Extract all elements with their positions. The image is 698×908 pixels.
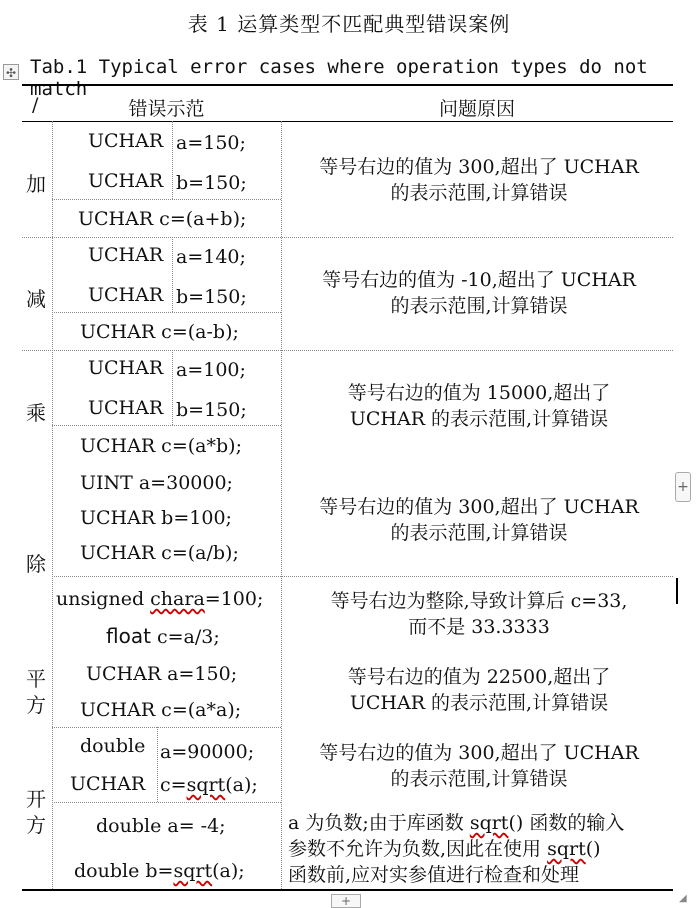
code-value: b=150; [176,286,247,308]
row-divider [52,802,281,803]
reason-line: UCHAR 的表示范围,计算错误 [349,692,609,714]
code-fragment: (a); [225,774,258,796]
header-cause: 问题原因 [438,98,515,120]
reason-line: 的表示范围,计算错误 [390,522,568,544]
code-fragment: c= [160,774,187,796]
code-line [106,624,220,648]
code-type: UCHAR [88,284,164,306]
reason-cell [283,154,675,206]
reason-cell [283,588,675,640]
row-divider [52,727,281,728]
header-wrong-example: 错误示范 [128,98,205,120]
code-fragment: c=a/3; [150,626,220,648]
table-top-rule [22,84,673,86]
reason-cell [283,494,675,546]
row-divider [52,312,281,313]
row-divider [22,237,673,238]
code-line: UINT a=30000; [80,472,233,494]
code-value: a=90000; [160,741,255,763]
column-divider [172,237,173,312]
code-fragment: unsigned [56,588,151,610]
spellcheck-underlined-text: sqrt [469,812,509,834]
code-value: a=100; [176,359,246,381]
code-type: UCHAR [88,170,164,192]
code-type: UCHAR [88,397,164,419]
add-row-plus-icon[interactable]: + [331,894,361,908]
row-divider [52,425,281,426]
text-cursor [676,578,678,604]
reason-cell [283,267,675,319]
reason-line: 等号右边的值为 15000,超出了 [347,382,611,404]
code-line: UCHAR b=100; [80,507,232,529]
op-label-sqrt: 开方 [26,787,46,837]
op-label-mul: 乘 [26,401,46,425]
code-type: UCHAR [70,773,146,795]
reason-line: 而不是 33.3333 [408,616,550,638]
reason-cell [283,664,675,716]
column-divider [52,121,53,889]
code-type: UCHAR [88,130,164,152]
code-line [74,860,245,882]
table-move-handle-icon[interactable]: ✣ [3,64,19,80]
code-value [160,774,258,796]
code-fragment: =100; [204,588,264,610]
code-value: b=150; [176,399,247,421]
reason-fragment: 参数不允许为负数,因此在使用 [288,838,548,860]
spellcheck-underlined-text: chara [150,588,205,610]
code-line: UCHAR c=(a/b); [80,542,239,564]
reason-fragment: () [585,838,601,860]
reason-line [288,810,673,836]
reason-line: 函数前,应对实参值进行检查和处理 [288,864,580,886]
code-type: UCHAR [88,357,164,379]
add-column-plus-icon[interactable]: + [675,472,691,502]
reason-line: 等号右边的值为 -10,超出了 UCHAR [322,269,636,291]
code-line: UCHAR c=(a*b); [80,435,242,457]
code-type: double [80,735,146,757]
row-divider [52,576,673,577]
spellcheck-underlined-text: sqrt [173,860,213,882]
reason-line: 等号右边的值为 300,超出了 UCHAR [319,496,639,518]
spellcheck-underlined-text: sqrt [186,774,226,796]
table-subtitle: Tab.1 Typical error cases where operation types do not match [30,56,648,100]
code-fragment: double b= [74,860,174,882]
row-divider [52,199,281,200]
code-value: a=150; [176,132,246,154]
column-divider [172,121,173,199]
code-value: a=140; [176,246,246,268]
code-line: UCHAR c=(a*a); [80,699,242,721]
op-label-square: 平方 [26,667,46,717]
reason-line: UCHAR 的表示范围,计算错误 [349,408,609,430]
reason-line [288,836,673,862]
code-line: UCHAR a=150; [86,663,238,685]
reason-line: 等号右边的值为 22500,超出了 [347,666,611,688]
table-bottom-rule [22,889,673,891]
reason-line: 的表示范围,计算错误 [390,182,568,204]
code-fragment: (a); [212,860,245,882]
code-line: UCHAR c=(a-b); [80,321,239,343]
op-label-add: 加 [26,172,46,196]
reason-fragment: () 函数的输入 [508,812,625,834]
op-label-sub: 减 [26,287,46,311]
reason-line: 等号右边的值为 300,超出了 UCHAR [319,742,639,764]
reason-cell [288,810,673,888]
code-keyword: float [106,624,151,648]
table-title: 表 1 运算类型不匹配典型错误案例 [187,12,511,36]
code-line [56,588,263,610]
column-divider [281,121,282,889]
reason-line: 等号右边为整除,导致计算后 c=33, [330,590,628,612]
table-resize-handle-icon[interactable]: ◢ [679,893,687,904]
code-line: UCHAR c=(a+b); [78,208,247,230]
op-label-div: 除 [26,552,46,576]
reason-line: 的表示范围,计算错误 [390,768,568,790]
reason-cell [283,740,675,792]
reason-line: 等号右边的值为 300,超出了 UCHAR [319,156,639,178]
code-line: double a= -4; [96,815,226,837]
reason-cell [283,380,675,432]
spellcheck-underlined-text: sqrt [547,838,586,860]
header-rule [22,121,673,122]
row-divider [22,350,673,351]
column-divider [157,727,158,802]
code-type: UCHAR [88,244,164,266]
code-value: b=150; [176,172,247,194]
reason-line: 的表示范围,计算错误 [390,295,568,317]
header-slash: / [32,94,39,116]
column-divider [172,350,173,425]
reason-fragment: a 为负数;由于库函数 [288,812,470,834]
